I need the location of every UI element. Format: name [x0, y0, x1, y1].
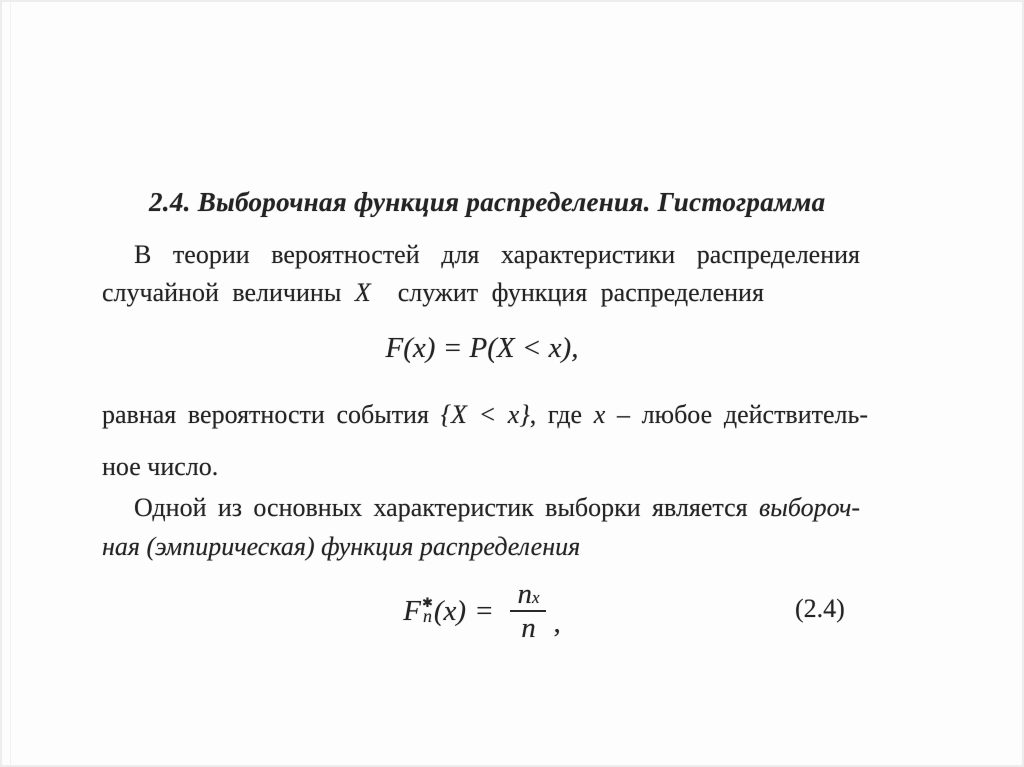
paragraph1-line2-text: случайной величины: [102, 278, 342, 307]
paragraph1-line2: [102, 278, 764, 308]
paragraph1-line2-text-cont: служит функция распределения: [397, 278, 764, 307]
formula-distribution-function: [102, 332, 862, 365]
paragraph2-line2: ное число.: [102, 452, 219, 481]
formula2-comma: ,: [553, 606, 561, 639]
page-content: [2, 2, 1022, 765]
event-set-notation: {X < x}: [440, 400, 530, 429]
asterisk-superscript: ✱: [421, 595, 433, 611]
paragraph3-line2: ная (эмпирическая) функция распределения: [102, 532, 581, 561]
fraction: [510, 579, 546, 644]
numerator-base: n: [517, 577, 532, 610]
equals-sign: =: [476, 594, 493, 627]
paragraph3-line1-term: выбороч-: [758, 493, 861, 522]
paragraph2-line1-mid: , где: [529, 400, 583, 429]
paragraph2-line1: [102, 400, 868, 430]
formula2-sup-sub: [421, 595, 433, 626]
paragraph2-line1-text: равная вероятности события: [102, 400, 429, 429]
formula-empirical-distribution: [102, 568, 862, 654]
formula2-argument: (x): [433, 594, 467, 627]
fraction-numerator: [510, 579, 546, 612]
equation-number: (2.4): [795, 594, 845, 623]
fraction-denominator: n: [521, 612, 536, 644]
section-title: 2.4. Выборочная функция распределения. Гистограмма: [149, 187, 826, 217]
paragraph3-line1-text: Одной из основных характеристик выборки является: [134, 493, 748, 522]
numerator-subscript: x: [531, 587, 540, 607]
paragraph1-line1: В теории вероятностей для характеристики распределения: [134, 240, 860, 269]
variable-x: x: [593, 400, 606, 429]
paragraph2-line1-cont: – любое действитель-: [617, 400, 869, 429]
formula1-body: F(x) = P(X < x),: [385, 332, 579, 364]
n-subscript: n: [422, 605, 432, 626]
variable-X: X: [354, 278, 371, 307]
paragraph3-line1: [134, 493, 860, 523]
formula2-func: F: [403, 594, 421, 627]
